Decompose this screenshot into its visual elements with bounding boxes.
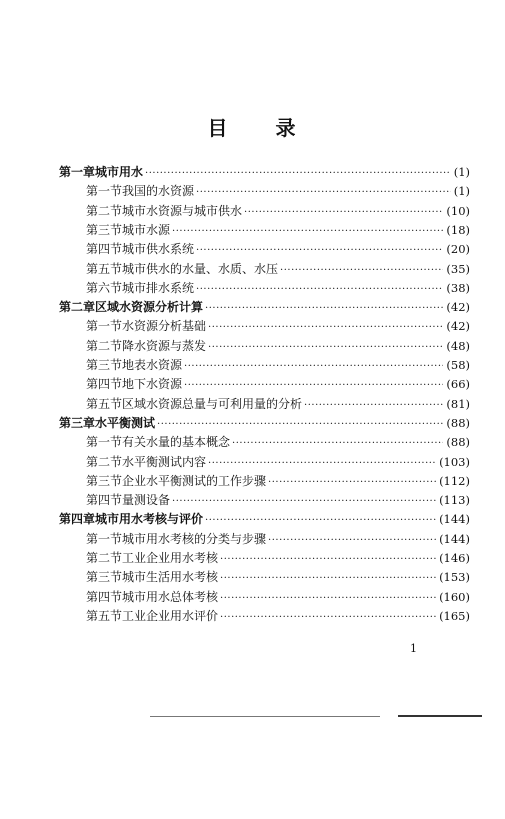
toc-leader-dots	[205, 298, 443, 318]
toc-number: 第三节	[86, 473, 123, 488]
toc-leader-dots	[172, 221, 443, 241]
toc-section-row	[86, 491, 470, 509]
toc-number: 第二节	[86, 454, 123, 469]
toc-leader-dots	[232, 433, 443, 453]
toc-section-row	[86, 453, 470, 471]
toc-leader-dots	[304, 395, 443, 415]
toc-leader-dots	[157, 414, 443, 434]
toc-chapter-row	[59, 414, 470, 432]
title-char-2: 录	[275, 116, 298, 140]
toc-leader-dots	[220, 568, 436, 588]
toc-number: 第二节	[86, 338, 123, 353]
toc-leader-dots	[196, 279, 443, 299]
toc-title: 城市水资源与城市供水	[122, 203, 243, 218]
toc-section-row	[86, 260, 470, 278]
toc-number: 第三节	[86, 570, 123, 585]
toc-title: 城市生活用水考核	[122, 570, 219, 585]
toc-number: 第一节	[86, 435, 123, 450]
toc-title: 降水资源与蒸发	[122, 338, 207, 353]
toc-leader-dots	[208, 337, 443, 357]
toc-number: 第五节	[86, 608, 123, 623]
toc-section-row	[86, 568, 470, 586]
toc-page: (113)	[439, 493, 470, 508]
toc-number: 第一节	[86, 184, 123, 199]
toc-leader-dots	[280, 260, 443, 280]
toc-title: 城市用水	[95, 165, 144, 179]
toc-title: 城市供水的水量、水质、水压	[122, 261, 279, 276]
toc-number: 第一章	[59, 165, 96, 179]
toc-title: 水资源分析基础	[122, 319, 207, 334]
toc-section-row	[86, 337, 470, 355]
page-number: 1	[410, 642, 417, 655]
toc-page: (103)	[439, 454, 470, 469]
toc-title: 工业企业用水评价	[122, 608, 219, 623]
toc-number: 第一节	[86, 319, 123, 334]
toc-leader-dots	[196, 240, 443, 260]
toc-title: 城市排水系统	[122, 280, 195, 295]
toc-section-row	[86, 317, 470, 335]
toc-number: 第五节	[86, 396, 123, 411]
toc-title: 区域水资源总量与可利用量的分析	[122, 396, 303, 411]
toc-page: (88)	[446, 415, 470, 430]
toc-leader-dots	[208, 317, 443, 337]
page-title	[0, 112, 505, 141]
toc-number: 第四节	[86, 377, 123, 392]
toc-number: 第四节	[86, 589, 123, 604]
toc-number: 第二章	[59, 300, 96, 315]
toc-leader-dots	[244, 202, 443, 222]
toc-page: (160)	[439, 589, 470, 604]
toc-title: 有关水量的基本概念	[122, 435, 231, 450]
toc-page: (144)	[439, 512, 470, 527]
toc-page: (42)	[446, 319, 470, 334]
toc-title: 地下水资源	[122, 377, 183, 392]
toc-number: 第三节	[86, 222, 123, 237]
toc-title: 城市供水系统	[122, 242, 195, 257]
toc-page: (165)	[439, 608, 470, 623]
toc-section-row	[86, 530, 470, 548]
toc-leader-dots	[268, 472, 436, 492]
toc-section-row	[86, 433, 470, 451]
toc-title: 城市水源	[122, 222, 171, 237]
toc-number: 第四章	[59, 512, 96, 527]
toc-page: (20)	[446, 242, 470, 257]
toc-title: 城市用水考核的分类与步骤	[122, 531, 267, 546]
toc-leader-dots	[220, 549, 436, 569]
footer-rule-short	[398, 715, 482, 717]
toc-title: 地表水资源	[122, 358, 183, 372]
toc-chapter-row	[59, 163, 470, 181]
toc-section-row	[86, 472, 470, 490]
toc-number: 第四节	[86, 493, 123, 508]
title-char-1: 目	[207, 116, 230, 140]
toc-page: (88)	[446, 435, 470, 450]
toc-leader-dots	[220, 607, 436, 627]
toc-title: 水平衡测试内容	[122, 454, 207, 469]
toc-leader-dots	[145, 163, 451, 183]
toc-title: 区域水资源分析计算	[95, 300, 204, 315]
toc-number: 第四节	[86, 242, 123, 257]
toc-section-row	[86, 588, 470, 606]
toc-number: 第五节	[86, 261, 123, 276]
toc-leader-dots	[196, 182, 451, 202]
toc-number: 第二节	[86, 551, 123, 565]
toc-section-row	[86, 240, 470, 258]
toc-section-row	[86, 182, 470, 200]
footer-rule	[150, 716, 380, 717]
toc-section-row	[86, 395, 470, 413]
toc-title: 我国的水资源	[122, 184, 195, 199]
toc-page: (18)	[446, 222, 470, 237]
toc-page: (35)	[446, 261, 470, 276]
toc-page: (1)	[453, 165, 470, 179]
toc-number: 第六节	[86, 280, 123, 295]
toc-section-row	[86, 549, 470, 567]
toc-page: (38)	[446, 280, 470, 295]
toc-number: 第三节	[86, 358, 123, 372]
toc-leader-dots	[184, 356, 443, 376]
toc-number: 第三章	[59, 415, 96, 430]
toc-page: (48)	[446, 338, 470, 353]
toc-section-row	[86, 375, 470, 393]
toc-section-row	[86, 607, 470, 625]
toc-title: 量测设备	[122, 493, 171, 508]
toc-page: (112)	[439, 473, 470, 488]
toc-title: 工业企业用水考核	[122, 551, 219, 565]
toc-leader-dots	[220, 588, 436, 608]
toc-leader-dots	[268, 530, 436, 550]
toc-page: (1)	[453, 184, 470, 199]
toc-title: 水平衡测试	[95, 415, 156, 430]
toc-number: 第一节	[86, 531, 123, 546]
toc-page: (10)	[446, 203, 470, 218]
toc-leader-dots	[184, 375, 443, 395]
toc-chapter-row	[59, 298, 470, 316]
toc-title: 城市用水总体考核	[122, 589, 219, 604]
toc-page: (81)	[446, 396, 470, 411]
toc-page: (66)	[446, 377, 470, 392]
toc-number: 第二节	[86, 203, 123, 218]
toc-section-row	[86, 279, 470, 297]
toc-leader-dots	[172, 491, 436, 511]
toc-title: 企业水平衡测试的工作步骤	[122, 473, 267, 488]
toc-page: (42)	[446, 300, 470, 315]
toc-chapter-row	[59, 510, 470, 528]
toc-page: (153)	[439, 570, 470, 585]
toc-leader-dots	[205, 510, 436, 530]
toc-section-row	[86, 202, 470, 220]
toc-title: 城市用水考核与评价	[95, 512, 204, 527]
toc-page: (144)	[439, 531, 470, 546]
toc-page: (146)	[439, 551, 470, 565]
toc-section-row	[86, 221, 470, 239]
toc-leader-dots	[208, 453, 436, 473]
toc-section-row	[86, 356, 470, 374]
toc-page: (58)	[446, 358, 470, 372]
